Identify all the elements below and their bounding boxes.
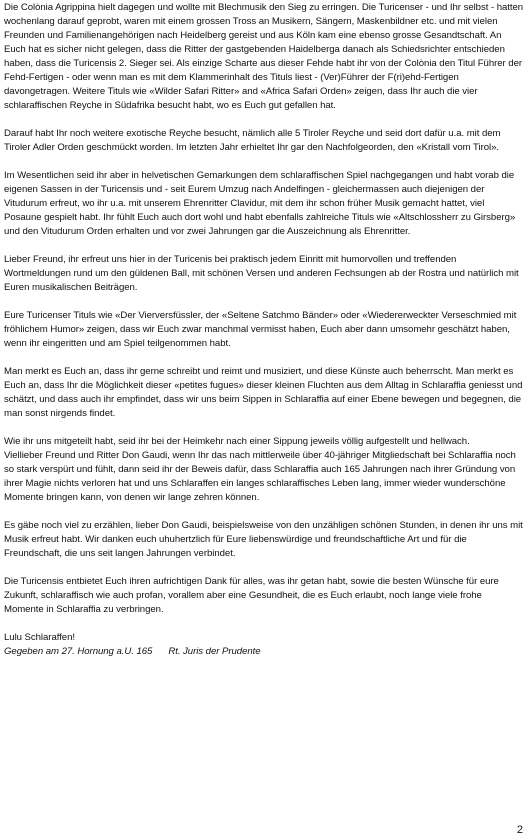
paragraph-tiroler-reyche: Darauf habt Ihr noch weitere exotische Reyche besucht, nämlich alle 5 Tiroler Reyche und seid dort dafür u.a. mit dem Tiroler Adler Orden geschmückt worden. Im letzten Jahr erhieltet Ihr gar den Nachfolgeorden, den «Kristall vom Tirol».	[4, 128, 501, 153]
document-body	[4, 1, 524, 659]
page-number: 2	[516, 824, 523, 836]
paragraph-lieber-freund: Lieber Freund, ihr erfreut uns hier in der Turicenis bei praktisch jedem Einritt mit humorvollen und treffenden Wortmeldungen rund um den güldenen Ball, mit schönen Versen und anderen Fechsungen ab der Rostra und natürlich mit Euren musikalischen Beiträgen.	[4, 254, 519, 293]
paragraph-turicenser-tituls: Eure Turicenser Tituls wie «Der Vierversfüssler, der «Seltene Satchmo Bänder» oder «Wiedererweckter Verseschmied mit fröhlichem Humor» zeigen, dass wir Euch zwar manchmal vermisst haben, Euch aber dann umsomehr geschätzt haben, wenn ihr eingeritten und am Spiel teilgenommen habt.	[4, 310, 517, 349]
paragraph-dank: Die Turicensis entbietet Euch ihren aufrichtigen Dank für alles, was ihr getan habt, sowie die besten Wünsche für eure Zukunft, schlaraffisch wie auch profan, vorallem aber eine Gesundheit, die es Euch erlaubt, noch lange viele frohe Momente in Schlaraffia zu verbringen.	[4, 576, 499, 615]
paragraph-colonia-fehde: Die Colònia Agrippina hielt dagegen und wollte mit Blechmusik den Sieg zu erringen. Die Turicenser - und Ihr selbst - hatten wochenlang darauf geprobt, waren mit einem grossen Tross an Musikern, Sängern, Maskenbildner etc. und mit vielen Freunden und Familienangehörigen nach Heidelberg gereist und aus Köln kam eine ebenso grosse Gesandtschaft. An Euch hat es sicher nicht gelegen, dass die Ritter der gastgebenden Haidelberga danach als Schiedsrichter entschieden haben, dass die Turicensis 2. Sieger sei. Als einzige Scharte aus dieser Fehde habt ihr von der Colònia den Titul Führer der Fehd-Fertigen - oder wenn man es mit dem Klammerinhalt des Tituls liest - (Ver)Führer der F(ri)ehd-Fertigen davongetragen. Weitere Tituls wie «Wilder Safari Ritter» and «Africa Safari Orden» zeigen, dass Ihr auch die vier schlaraffischen Reyche in Südafrika besucht habt, wo es Euch gut gefallen hat.	[4, 2, 524, 111]
paragraph-helvetische-gemarkungen: Im Wesentlichen seid ihr aber in helvetischen Gemarkungen dem schlaraffischen Spiel nachgegangen und habt vorab die eigenen Sassen in der Turicensis und - seit Eurem Umzug nach Andelfingen - gleichermassen auch diejenigen der Vitudurum erfreut, wo ihr u.a. mit unserem Ehrenritter Clavidur, mit dem ihr schon früher Musik gemacht hattet, viel Posaune gespielt habt. Ihr fühlt Euch auch dort wohl und habt ebenfalls zahlreiche Tituls wie «Altschlossherr zu Girsberg» und den Vitudurum Orden erhalten und vor zwei Jahrungen gar die Auszeichnung als Ehrenritter.	[4, 170, 516, 237]
signature-date: Gegeben am 27. Hornung a.U. 165	[4, 646, 153, 657]
paragraph-viellieber-freund: Viellieber Freund und Ritter Don Gaudi, wenn Ihr das nach mittlerweile über 40-jähriger Mitgliedschaft bei Schlaraffia noch so stark verspürt und fühlt, dann seid ihr der Beweis dafür, dass Schlaraffia auch 165 Jahrungen nach ihrer Gründung von ihrer Magie nichts verloren hat und uns Schlaraffen ein langes schlaraffisches Leben lang, immer wieder wunderschöne Momente bringen kann, von denen wir lange zehren können.	[4, 450, 516, 503]
closing-greeting: Lulu Schlaraffen!	[4, 632, 75, 643]
paragraph-man-merkt: Man merkt es Euch an, dass ihr gerne schreibt und reimt und musiziert, und diese Künste auch beherrscht. Man merkt es Euch an, dass Ihr die Möglichkeit dieser «petites fugues» dieser kleinen Fluchten aus dem Alltag in Schlaraffia geniesst und schätzt, und dass auch ihr empfindet, dass wir uns beim Sippen in Schlaraffia auf einer Ebene bewegen und begegnen, die man sonst nirgends findet.	[4, 366, 523, 419]
signature-name: Rt. Juris der Prudente	[168, 646, 261, 657]
paragraph-noch-viel: Es gäbe noch viel zu erzählen, lieber Don Gaudi, beispielsweise von den unzähligen schönen Stunden, in denen ihr uns mit Musik erfreut habt. Wir danken euch uhuhertzlich für Eure liebenswürdige und freundschaftliche Art und für die Freundschaft, die uns seit langen Jahrungen verbindet.	[4, 520, 523, 559]
paragraph-heimkehr: Wie ihr uns mitgeteilt habt, seid ihr bei der Heimkehr nach einer Sippung jeweils völlig aufgestellt und hellwach.	[4, 436, 470, 447]
signature-line	[4, 645, 524, 659]
